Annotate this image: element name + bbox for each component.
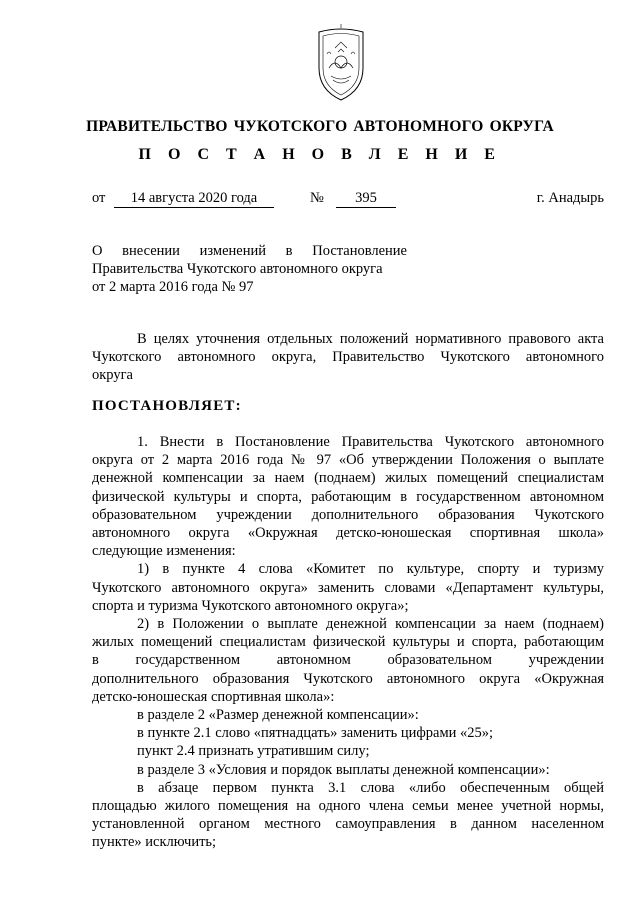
number-label: № bbox=[310, 190, 324, 206]
text-line: 1) в пункте 4 слова «Комитет по культуре, спорту и туризму bbox=[137, 561, 604, 578]
document-date: 14 августа 2020 года bbox=[114, 190, 274, 208]
text-line: следующие изменения: bbox=[92, 543, 236, 560]
subject-line: от 2 марта 2016 года № 97 bbox=[92, 279, 254, 295]
text-line: 1. Внести в Постановление Правительства Чукотского автономного bbox=[137, 434, 604, 450]
text-line: спорта и туризма Чукотского автономного округа»; bbox=[92, 597, 409, 614]
document-subject bbox=[92, 242, 407, 296]
text-line: автономного округа «Окружная детско-юношеская спортивная школа» bbox=[92, 525, 604, 542]
document-city: г. Анадырь bbox=[536, 190, 604, 206]
intro-line: округа bbox=[92, 367, 133, 384]
text-line: установленной органом местного самоуправления в данном населенном bbox=[92, 816, 604, 833]
text-line: дополнительного образования Чукотского автономного округа «Окружная bbox=[92, 670, 604, 687]
intro-line: Чукотского автономного округа, Правительство Чукотского автономного bbox=[92, 349, 604, 366]
text-line: в разделе 2 «Размер денежной компенсации»: bbox=[137, 707, 419, 724]
subject-line: О внесении изменений в Постановление bbox=[92, 243, 407, 259]
government-title: ПРАВИТЕЛЬСТВО ЧУКОТСКОГО АВТОНОМНОГО ОКРУГА bbox=[86, 118, 554, 135]
text-line: детско-юношеская спортивная школа»: bbox=[92, 688, 335, 705]
intro-paragraph bbox=[92, 330, 604, 385]
coat-of-arms-icon bbox=[305, 24, 377, 106]
subject-line: Правительства Чукотского автономного округа bbox=[92, 261, 383, 277]
text-line: жилых помещений специалистам физической культуры и спорта, работающим bbox=[92, 634, 604, 651]
document-number: 395 bbox=[336, 190, 396, 208]
text-line: округа от 2 марта 2016 года № 97 «Об утверждении Положения о выплате bbox=[92, 452, 604, 469]
text-line: денежной компенсации за наем (поднаем) жилых помещений специалистам bbox=[92, 470, 604, 487]
main-text bbox=[92, 433, 604, 852]
text-line: в пункте 2.1 слово «пятнадцать» заменить цифрами «25»; bbox=[137, 725, 494, 742]
text-line: образовательном учреждении дополнительного образования Чукотского bbox=[92, 506, 604, 523]
coat-of-arms-emblem bbox=[305, 24, 377, 106]
text-line: площадью жилого помещения на одного члена семьи менее учетной нормы, bbox=[92, 798, 604, 815]
document-meta-row bbox=[92, 190, 604, 210]
intro-line: В целях уточнения отдельных положений нормативного правового акта bbox=[137, 331, 604, 347]
text-line: Чукотского автономного округа» заменить словами «Департамент культуры, bbox=[92, 579, 604, 596]
document-type: П О С Т А Н О В Л Е Н И Е bbox=[138, 146, 502, 163]
text-line: в государственном автономном образовательном учреждении bbox=[92, 652, 604, 669]
text-line: физической культуры и спорта, работающим в государственном автономном bbox=[92, 488, 604, 505]
text-line: в разделе 3 «Условия и порядок выплаты денежной компенсации»: bbox=[137, 761, 550, 778]
from-label: от bbox=[92, 190, 106, 206]
resolves-heading: ПОСТАНОВЛЯЕТ: bbox=[92, 398, 242, 414]
text-line: 2) в Положении о выплате денежной компенсации за наем (поднаем) bbox=[137, 616, 604, 633]
text-line: пункт 2.4 признать утратившим силу; bbox=[137, 743, 370, 760]
text-line: в абзаце первом пункта 3.1 слова «либо обеспеченным общей bbox=[137, 779, 604, 796]
text-line: пункте» исключить; bbox=[92, 834, 217, 851]
